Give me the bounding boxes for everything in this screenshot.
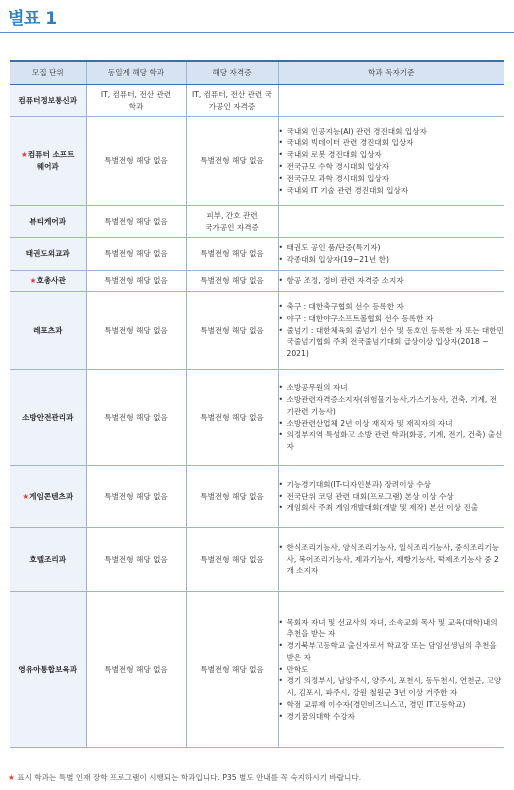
dept-cell: IT, 컴퓨터, 전산 관련 학과	[86, 85, 186, 117]
table-row	[10, 85, 504, 117]
cert-cell: 특별전형 해당 없음	[186, 238, 278, 271]
list-item: • 국내외 로봇 경진대회 입상자	[279, 149, 505, 161]
unit-name: 뷰티케어과	[10, 206, 86, 238]
list-item: • 축구 : 대한축구협회 선수 등록한 자	[279, 301, 505, 313]
criteria-cell	[278, 370, 504, 466]
title-divider	[0, 32, 514, 33]
star-icon: ★	[21, 150, 28, 160]
table-row	[10, 292, 504, 370]
unit-name: 태권도외교과	[10, 238, 86, 271]
header-cert: 해당 자격증	[186, 61, 278, 85]
dept-cell: 특별전형 해당 없음	[86, 271, 186, 292]
unit-name: ★컴퓨터 소프트웨어과	[10, 117, 86, 206]
header-unit: 모집 단위	[10, 61, 86, 85]
table-row	[10, 238, 504, 271]
unit-name: 컴퓨터정보통신과	[10, 85, 86, 117]
list-item: • 만학도	[279, 664, 505, 676]
cert-cell: 특별전형 해당 없음	[186, 592, 278, 748]
table-row	[10, 466, 504, 528]
cert-cell: 특별전형 해당 없음	[186, 370, 278, 466]
list-item: • 소방관련산업체 2년 이상 재직자 및 재직자의 자녀	[279, 418, 505, 430]
criteria-cell	[278, 592, 504, 748]
cert-cell: 피부, 간호 관련 국가공인 자격증	[186, 206, 278, 238]
table-header-row	[10, 61, 504, 85]
dept-cell: 특별전형 해당 없음	[86, 370, 186, 466]
criteria-cell	[278, 206, 504, 238]
cert-cell: 특별전형 해당 없음	[186, 292, 278, 370]
list-item: • 줄넘기 : 대한체육회 줄넘기 선수 및 동호인 등록한 자 또는 대한민국줄넘기협회 주최 전국줄넘기대회 급상이상 입상자(2018 ~ 2021)	[279, 325, 505, 360]
star-icon: ★	[8, 773, 15, 782]
list-item: • 항공 조정, 정비 관련 자격증 소지자	[279, 275, 505, 287]
list-item: • 국내외 인공지능(AI) 관련 경진대회 입상자	[279, 126, 505, 138]
criteria-cell	[278, 466, 504, 528]
dept-cell: 특별전형 해당 없음	[86, 206, 186, 238]
page-title: 별표 1	[8, 9, 57, 29]
header-dept: 동일계 해당 학과	[86, 61, 186, 85]
cert-cell: 특별전형 해당 없음	[186, 271, 278, 292]
list-item: • 소방관련자격증소지자(위험물기능사,가스기능사, 건축, 기계, 전기관련 기능사)	[279, 394, 505, 418]
list-item: • 전국규모 수학 경시대회 입상자	[279, 161, 505, 173]
list-item: • 학점 교류제 이수자(경민비즈니스고, 경민 IT고등학교)	[279, 699, 505, 711]
list-item: • 전국규모 과학 경시대회 입상자	[279, 173, 505, 185]
unit-name: 영유아통합보육과	[10, 592, 86, 748]
list-item: • 각종대회 입상자(19~21년 한)	[279, 254, 505, 266]
table-row	[10, 528, 504, 592]
list-item: • 한식조리기능사, 양식조리기능사, 일식조리기능사, 중식조리기능사, 복어조리기능사, 제과기능사, 제빵기능사, 떡제조기능사 중 2개 소지자	[279, 542, 505, 577]
admission-table	[10, 60, 504, 748]
dept-cell: 특별전형 해당 없음	[86, 592, 186, 748]
list-item: • 경기꿈의대학 수강자	[279, 711, 505, 723]
list-item: • 전국단위 코딩 관련 대회(프로그램) 본상 이상 수상	[279, 491, 505, 503]
list-item: • 야구 : 대한야구소프트볼협회 선수 등록한 자	[279, 313, 505, 325]
footnote-text: 표시 학과는 특별 인재 장학 프로그램이 시행되는 학과입니다. P35 별도 안내를 꼭 숙지하시기 바랍니다.	[17, 773, 362, 782]
list-item: • 의정부지역 특성화고 소방 관련 학과(화공, 기계, 전기, 건축) 출신자	[279, 429, 505, 453]
list-item: • 게임회사 주최 게임개발대회(개발 및 제작) 본선 이상 진출	[279, 502, 505, 514]
unit-name: 레포츠과	[10, 292, 86, 370]
list-item: • 국내외 빅데이터 관련 경진대회 입상자	[279, 137, 505, 149]
table-row	[10, 206, 504, 238]
criteria-cell	[278, 292, 504, 370]
table-row	[10, 370, 504, 466]
dept-cell: 특별전형 해당 없음	[86, 117, 186, 206]
header-criteria: 학과 독자기준	[278, 61, 504, 85]
list-item: • 기능경기대회(IT-디자인분과) 장려이상 수상	[279, 479, 505, 491]
table-row	[10, 592, 504, 748]
unit-name: ★게임콘텐츠과	[10, 466, 86, 528]
dept-cell: 특별전형 해당 없음	[86, 466, 186, 528]
criteria-cell	[278, 238, 504, 271]
unit-name: ★호총사관	[10, 271, 86, 292]
list-item: • 목회자 자녀 및 선교사의 자녀, 소속교회 목사 및 교육(대학)내의 추천을 받는 자	[279, 617, 505, 641]
star-icon: ★	[22, 491, 30, 501]
table-row	[10, 117, 504, 206]
list-item: • 국내외 IT 기술 관련 경진대회 입상자	[279, 185, 505, 197]
criteria-cell	[278, 271, 504, 292]
list-item: • 소방공무원의 자녀	[279, 382, 505, 394]
unit-name: 소방안전관리과	[10, 370, 86, 466]
dept-cell: 특별전형 해당 없음	[86, 238, 186, 271]
unit-name: 호텔조리과	[10, 528, 86, 592]
dept-cell: 특별전형 해당 없음	[86, 528, 186, 592]
list-item: • 태권도 공인 품/단증(특기자)	[279, 242, 505, 254]
cert-cell: 특별전형 해당 없음	[186, 117, 278, 206]
criteria-cell	[278, 117, 504, 206]
list-item: • 경기 의정부시, 남양주시, 양주시, 포천시, 동두천시, 연천군, 고양시, 김포시, 파주시, 강원 철원군 3년 이상 거주한 자	[279, 675, 505, 699]
criteria-cell	[278, 528, 504, 592]
criteria-cell	[278, 85, 504, 117]
cert-cell: IT, 컴퓨터, 전산 관련 국가공인 자격증	[186, 85, 278, 117]
table-row	[10, 271, 504, 292]
star-icon: ★	[29, 276, 37, 286]
cert-cell: 특별전형 해당 없음	[186, 466, 278, 528]
cert-cell: 특별전형 해당 없음	[186, 528, 278, 592]
dept-cell: 특별전형 해당 없음	[86, 292, 186, 370]
list-item: • 경기북부고등학교 출신자로서 학교장 또는 담임선생님의 추천을 받은 자	[279, 640, 505, 664]
footnote	[8, 772, 361, 783]
